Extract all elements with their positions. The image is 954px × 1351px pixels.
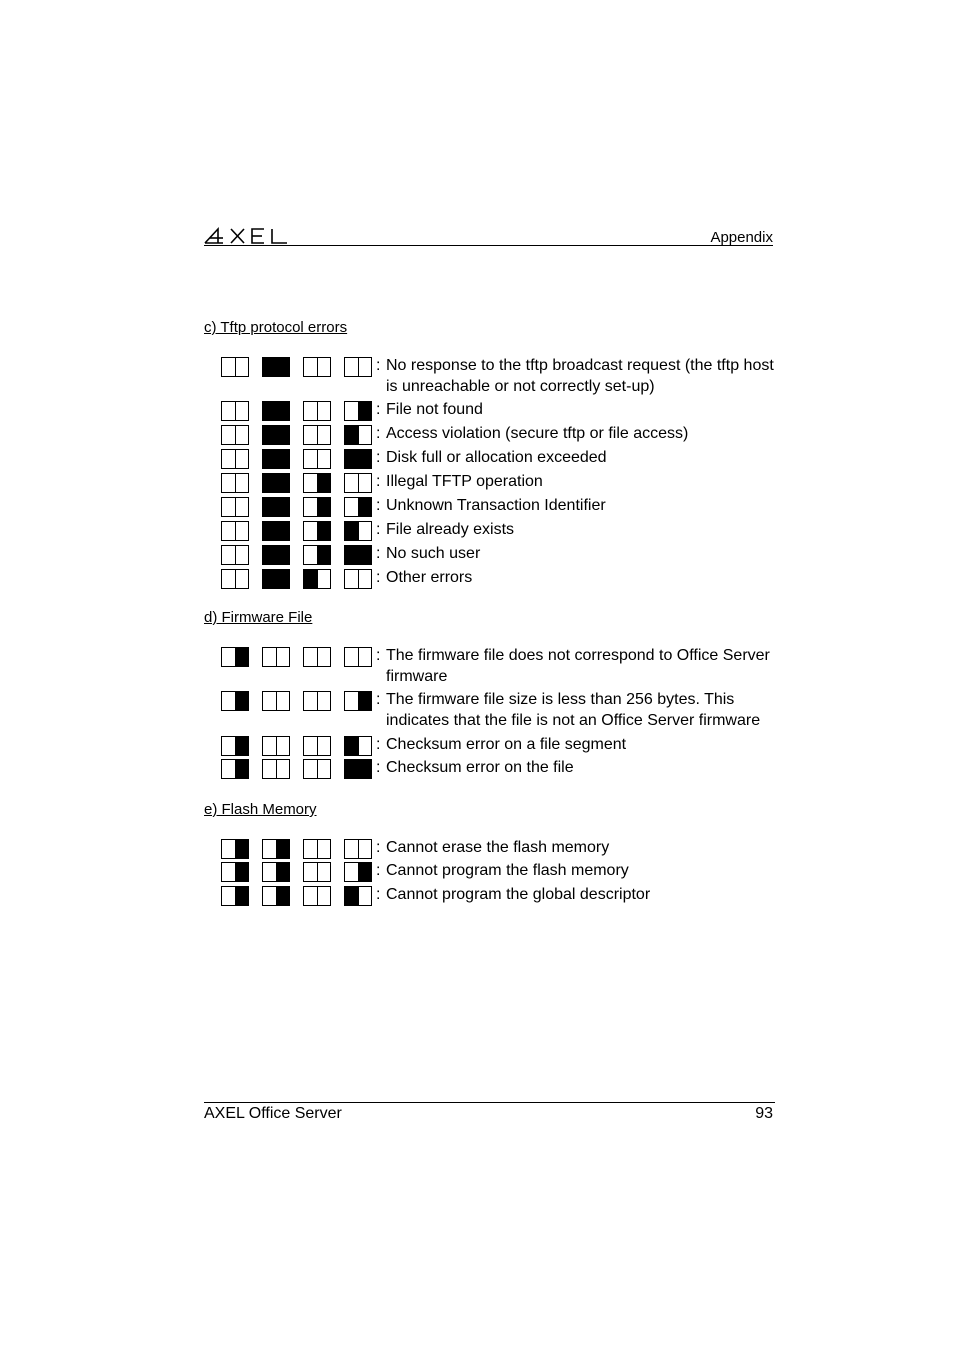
section-heading: c) Tftp protocol errors <box>204 319 348 336</box>
led-segment-on <box>276 570 289 588</box>
led-segment-on <box>263 358 277 376</box>
error-description-text: No such user <box>386 545 481 562</box>
led-indicator-1 <box>221 449 249 469</box>
led-indicator-1 <box>221 473 249 493</box>
led-segment-off <box>345 692 359 710</box>
led-segment-on <box>358 498 371 516</box>
led-segment-off <box>304 498 318 516</box>
led-segment-on <box>276 863 289 881</box>
led-indicator-1 <box>221 839 249 859</box>
page-header <box>204 226 773 246</box>
led-segment-off <box>304 522 318 540</box>
led-segment-off <box>222 840 236 858</box>
led-segment-off <box>263 692 277 710</box>
led-segment-on <box>235 648 248 666</box>
error-description <box>376 757 776 778</box>
led-segment-on <box>304 570 318 588</box>
colon-separator: : <box>376 647 381 664</box>
led-indicator-3 <box>303 647 331 667</box>
led-indicator-4 <box>344 569 372 589</box>
led-segment-off <box>345 402 359 420</box>
led-segment-off <box>358 887 371 905</box>
led-segment-off <box>222 450 236 468</box>
led-segment-off <box>276 692 289 710</box>
led-indicator-3 <box>303 425 331 445</box>
led-segment-off <box>317 760 330 778</box>
error-description <box>376 355 776 397</box>
led-segment-off <box>345 358 359 376</box>
led-indicator-3 <box>303 691 331 711</box>
led-segment-on <box>317 498 330 516</box>
error-description-text: The firmware file does not correspond to Office Server firmware <box>386 647 770 685</box>
led-segment-off <box>263 760 277 778</box>
led-indicator-1 <box>221 759 249 779</box>
led-segment-on <box>358 402 371 420</box>
colon-separator: : <box>376 449 381 466</box>
led-segment-off <box>222 522 236 540</box>
led-segment-off <box>358 474 371 492</box>
led-segment-off <box>235 522 248 540</box>
error-description <box>376 645 776 687</box>
led-indicator-2 <box>262 521 290 541</box>
led-segment-on <box>317 522 330 540</box>
led-segment-off <box>263 887 277 905</box>
led-indicator-1 <box>221 569 249 589</box>
led-segment-on <box>345 737 359 755</box>
led-indicator-1 <box>221 886 249 906</box>
led-indicator-1 <box>221 691 249 711</box>
led-indicator-3 <box>303 545 331 565</box>
led-segment-off <box>345 863 359 881</box>
led-indicator-2 <box>262 357 290 377</box>
led-segment-off <box>235 474 248 492</box>
led-indicator-3 <box>303 521 331 541</box>
led-segment-on <box>276 498 289 516</box>
led-segment-off <box>235 426 248 444</box>
led-segment-off <box>358 570 371 588</box>
error-description-text: Disk full or allocation exceeded <box>386 449 607 466</box>
led-segment-on <box>358 546 371 564</box>
error-description <box>376 423 776 444</box>
colon-separator: : <box>376 569 381 586</box>
error-description-text: No response to the tftp broadcast request (the tftp host is unreachable or not correctly set-up) <box>386 357 774 395</box>
led-segment-on <box>263 546 277 564</box>
led-segment-on <box>358 692 371 710</box>
led-segment-off <box>304 402 318 420</box>
led-segment-off <box>263 863 277 881</box>
led-indicator-3 <box>303 357 331 377</box>
led-segment-on <box>276 546 289 564</box>
led-indicator-4 <box>344 886 372 906</box>
led-segment-off <box>222 760 236 778</box>
led-indicator-4 <box>344 425 372 445</box>
led-segment-on <box>235 760 248 778</box>
led-segment-off <box>222 498 236 516</box>
header-section-title: Appendix <box>710 229 773 246</box>
error-description-text: Unknown Transaction Identifier <box>386 497 606 514</box>
led-segment-off <box>304 648 318 666</box>
led-segment-off <box>317 358 330 376</box>
led-segment-on <box>345 522 359 540</box>
led-indicator-2 <box>262 449 290 469</box>
led-indicator-2 <box>262 647 290 667</box>
led-segment-on <box>263 474 277 492</box>
error-description-text: Cannot program the global descriptor <box>386 886 651 903</box>
led-segment-off <box>317 887 330 905</box>
led-segment-off <box>304 474 318 492</box>
led-indicator-2 <box>262 839 290 859</box>
led-indicator-4 <box>344 839 372 859</box>
led-indicator-4 <box>344 449 372 469</box>
page-footer <box>204 1102 775 1122</box>
led-segment-off <box>222 426 236 444</box>
led-indicator-2 <box>262 886 290 906</box>
led-segment-off <box>345 498 359 516</box>
error-description <box>376 471 776 492</box>
led-indicator-1 <box>221 647 249 667</box>
led-indicator-4 <box>344 759 372 779</box>
led-segment-off <box>317 402 330 420</box>
led-segment-off <box>304 450 318 468</box>
led-segment-off <box>304 737 318 755</box>
led-indicator-3 <box>303 839 331 859</box>
led-segment-off <box>276 760 289 778</box>
error-description-text: Cannot erase the flash memory <box>386 839 610 856</box>
led-indicator-4 <box>344 862 372 882</box>
led-segment-off <box>222 570 236 588</box>
colon-separator: : <box>376 759 381 776</box>
led-indicator-4 <box>344 545 372 565</box>
led-segment-off <box>317 863 330 881</box>
led-segment-on <box>276 450 289 468</box>
led-segment-off <box>222 737 236 755</box>
led-segment-on <box>263 426 277 444</box>
led-indicator-4 <box>344 736 372 756</box>
led-segment-off <box>304 426 318 444</box>
colon-separator: : <box>376 497 381 514</box>
led-indicator-2 <box>262 759 290 779</box>
led-segment-on <box>345 887 359 905</box>
led-segment-off <box>345 570 359 588</box>
led-indicator-3 <box>303 473 331 493</box>
led-indicator-4 <box>344 357 372 377</box>
error-description-text: Cannot program the flash memory <box>386 862 629 879</box>
led-indicator-3 <box>303 862 331 882</box>
error-description <box>376 495 776 516</box>
led-indicator-1 <box>221 862 249 882</box>
led-segment-off <box>317 426 330 444</box>
led-segment-on <box>345 760 359 778</box>
led-segment-off <box>222 358 236 376</box>
error-description <box>376 399 776 420</box>
led-segment-on <box>235 887 248 905</box>
error-description <box>376 689 776 731</box>
led-segment-off <box>235 498 248 516</box>
error-description-text: Checksum error on a file segment <box>386 736 627 753</box>
led-indicator-2 <box>262 497 290 517</box>
led-indicator-3 <box>303 759 331 779</box>
led-segment-off <box>222 474 236 492</box>
led-segment-on <box>276 522 289 540</box>
led-segment-off <box>358 426 371 444</box>
led-indicator-1 <box>221 357 249 377</box>
led-indicator-2 <box>262 425 290 445</box>
colon-separator: : <box>376 425 381 442</box>
led-segment-on <box>235 840 248 858</box>
led-segment-on <box>276 840 289 858</box>
led-segment-on <box>235 737 248 755</box>
error-description-text: Illegal TFTP operation <box>386 473 543 490</box>
led-segment-off <box>317 840 330 858</box>
led-segment-off <box>222 648 236 666</box>
led-segment-off <box>235 450 248 468</box>
led-segment-on <box>317 546 330 564</box>
led-indicator-1 <box>221 521 249 541</box>
led-indicator-1 <box>221 545 249 565</box>
error-description-text: Access violation (secure tftp or file access) <box>386 425 689 442</box>
led-segment-on <box>276 358 289 376</box>
led-segment-on <box>358 863 371 881</box>
colon-separator: : <box>376 545 381 562</box>
page-number: 93 <box>755 1105 773 1122</box>
led-segment-off <box>317 570 330 588</box>
led-segment-off <box>263 840 277 858</box>
led-indicator-3 <box>303 497 331 517</box>
led-segment-on <box>358 760 371 778</box>
led-indicator-2 <box>262 691 290 711</box>
led-segment-on <box>358 450 371 468</box>
led-segment-off <box>276 737 289 755</box>
led-indicator-4 <box>344 473 372 493</box>
led-segment-off <box>358 522 371 540</box>
error-description-text: The firmware file size is less than 256 bytes. This indicates that the file is not an Office Server firmware <box>386 691 761 729</box>
error-description-text: File not found <box>386 401 483 418</box>
error-description <box>376 860 776 881</box>
led-segment-off <box>317 648 330 666</box>
section-heading: e) Flash Memory <box>204 801 317 818</box>
led-segment-on <box>263 498 277 516</box>
led-indicator-4 <box>344 401 372 421</box>
led-segment-off <box>263 648 277 666</box>
led-indicator-1 <box>221 497 249 517</box>
led-segment-on <box>263 402 277 420</box>
led-segment-off <box>222 692 236 710</box>
section-heading: d) Firmware File <box>204 609 313 626</box>
led-segment-on <box>276 887 289 905</box>
led-segment-off <box>358 840 371 858</box>
led-segment-off <box>358 737 371 755</box>
led-segment-off <box>345 840 359 858</box>
led-segment-off <box>222 402 236 420</box>
led-segment-off <box>304 887 318 905</box>
colon-separator: : <box>376 473 381 490</box>
led-segment-on <box>345 546 359 564</box>
led-indicator-3 <box>303 401 331 421</box>
led-segment-off <box>263 737 277 755</box>
led-indicator-1 <box>221 425 249 445</box>
footer-product-name: AXEL Office Server <box>204 1105 342 1122</box>
error-description-text: File already exists <box>386 521 515 538</box>
colon-separator: : <box>376 736 381 753</box>
led-segment-off <box>276 648 289 666</box>
error-description <box>376 519 776 540</box>
led-segment-off <box>222 546 236 564</box>
led-segment-off <box>345 648 359 666</box>
led-segment-on <box>263 522 277 540</box>
colon-separator: : <box>376 521 381 538</box>
led-segment-off <box>317 692 330 710</box>
led-segment-off <box>222 887 236 905</box>
error-description-text: Other errors <box>386 569 473 586</box>
error-description <box>376 447 776 468</box>
colon-separator: : <box>376 839 381 856</box>
led-indicator-4 <box>344 691 372 711</box>
led-indicator-2 <box>262 473 290 493</box>
led-segment-on <box>317 474 330 492</box>
led-indicator-2 <box>262 545 290 565</box>
led-segment-off <box>235 358 248 376</box>
colon-separator: : <box>376 357 381 374</box>
error-description <box>376 734 776 755</box>
led-indicator-2 <box>262 569 290 589</box>
led-indicator-3 <box>303 886 331 906</box>
led-segment-off <box>304 760 318 778</box>
colon-separator: : <box>376 401 381 418</box>
led-segment-off <box>235 546 248 564</box>
led-indicator-3 <box>303 569 331 589</box>
colon-separator: : <box>376 862 381 879</box>
axel-logo <box>204 226 290 244</box>
led-indicator-3 <box>303 736 331 756</box>
led-segment-off <box>235 570 248 588</box>
led-segment-off <box>317 450 330 468</box>
error-description-text: Checksum error on the file <box>386 759 574 776</box>
led-indicator-4 <box>344 497 372 517</box>
led-segment-off <box>345 474 359 492</box>
led-segment-on <box>263 450 277 468</box>
led-indicator-2 <box>262 862 290 882</box>
led-segment-on <box>235 863 248 881</box>
led-segment-off <box>222 863 236 881</box>
led-segment-on <box>235 692 248 710</box>
led-segment-off <box>317 737 330 755</box>
led-indicator-4 <box>344 647 372 667</box>
led-segment-off <box>304 546 318 564</box>
error-description <box>376 543 776 564</box>
led-segment-off <box>304 840 318 858</box>
error-description <box>376 884 776 905</box>
led-segment-on <box>276 426 289 444</box>
led-segment-on <box>263 570 277 588</box>
led-indicator-4 <box>344 521 372 541</box>
led-segment-off <box>358 358 371 376</box>
led-indicator-2 <box>262 401 290 421</box>
led-indicator-1 <box>221 736 249 756</box>
led-segment-on <box>276 474 289 492</box>
led-segment-on <box>276 402 289 420</box>
led-segment-on <box>345 450 359 468</box>
led-segment-off <box>304 863 318 881</box>
error-description <box>376 567 776 588</box>
led-segment-on <box>345 426 359 444</box>
led-segment-off <box>235 402 248 420</box>
led-indicator-1 <box>221 401 249 421</box>
led-segment-off <box>358 648 371 666</box>
led-indicator-3 <box>303 449 331 469</box>
led-segment-off <box>304 692 318 710</box>
led-indicator-2 <box>262 736 290 756</box>
colon-separator: : <box>376 886 381 903</box>
error-description <box>376 837 776 858</box>
led-segment-off <box>304 358 318 376</box>
colon-separator: : <box>376 691 381 708</box>
